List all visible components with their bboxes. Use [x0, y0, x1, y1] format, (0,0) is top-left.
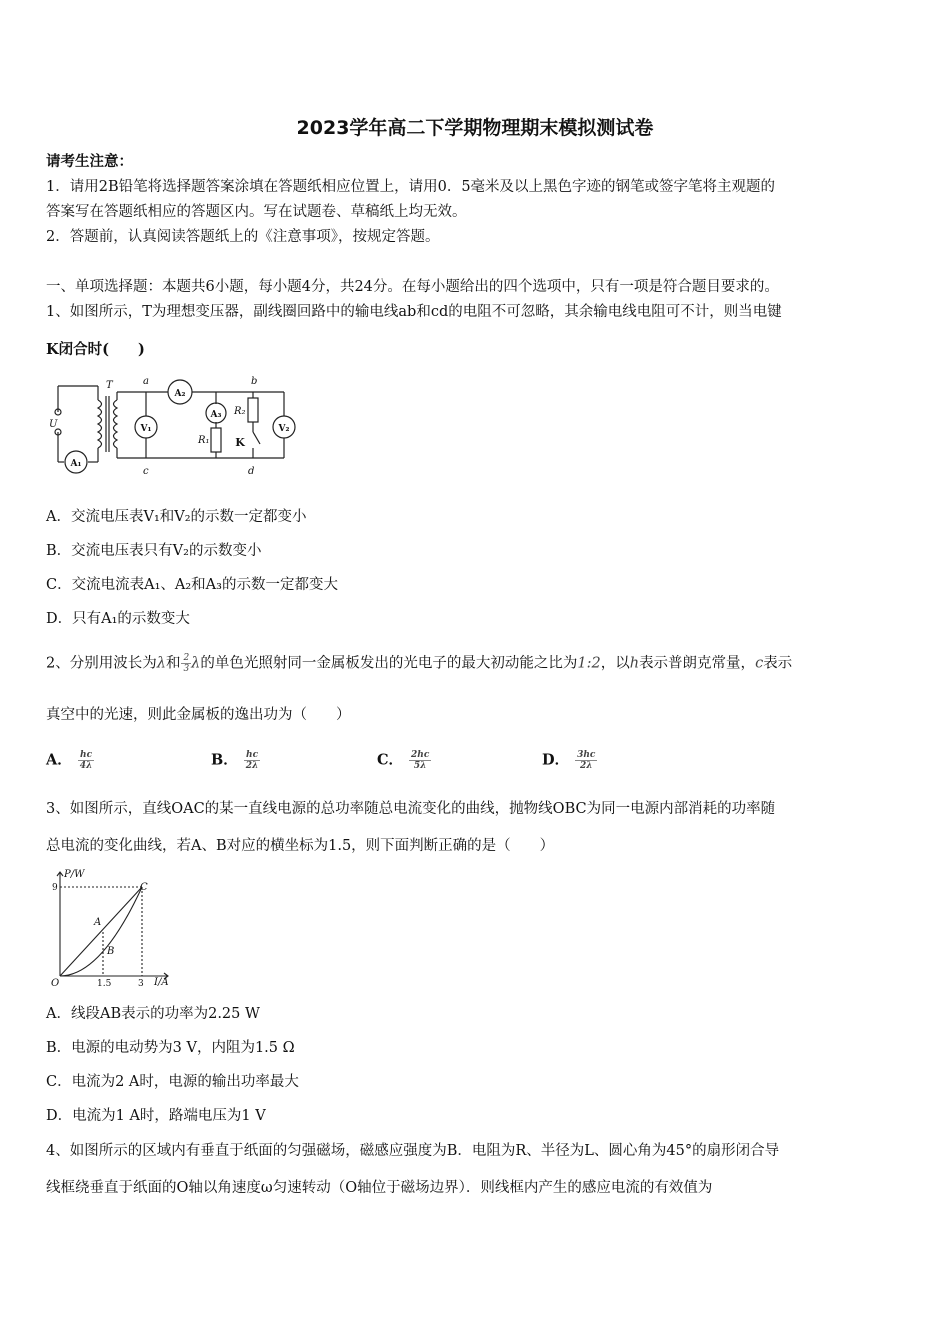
q3-stem-line1: 3、如图所示，直线OAC的某一直线电源的总功率随总电流变化的曲线，抛物线OBC为同一电源内部消耗的功率随 — [46, 801, 776, 817]
q1-option-a: A．交流电压表V₁和V₂的示数一定都变小 — [46, 509, 307, 525]
q2-option-b-frac — [244, 750, 261, 771]
q2-option-a — [46, 750, 94, 771]
notice-item1-line2: 答案写在答题纸相应的答题区内。写在试题卷、草稿纸上均无效。 — [46, 204, 467, 220]
label-R1: R₁ — [198, 435, 210, 446]
q2-option-b — [211, 750, 260, 771]
graph-origin-label: O — [51, 978, 60, 988]
q2-option-a-frac — [78, 750, 95, 771]
label-a: a — [143, 376, 149, 387]
q2-frac-den: 3 — [183, 664, 190, 674]
q2-fraction — [181, 653, 191, 674]
q3-option-c: C．电流为2 A时，电源的输出功率最大 — [46, 1074, 299, 1090]
q3-power-graph — [46, 868, 176, 988]
label-c: c — [143, 466, 149, 477]
q4-stem-line1: 4、如图所示的区域内有垂直于纸面的匀强磁场，磁感应强度为B．电阻为R、半径为L、圆心角为45°的扇形闭合导 — [46, 1143, 780, 1159]
meter-A1: A₁ — [70, 459, 82, 469]
q2-option-c-label: C． — [377, 751, 404, 769]
q2-lambda: λ — [156, 655, 166, 672]
meter-V1: V₁ — [140, 424, 152, 434]
q4-stem-line2: 线框绕垂直于纸面的O轴以角速度ω匀速转动（O轴位于磁场边界）．则线框内产生的感应电流的有效值为 — [46, 1180, 713, 1196]
q2-c: c — [755, 655, 764, 672]
q2-lambda-2: λ — [191, 655, 201, 672]
q2-option-b-den: 2λ — [245, 761, 259, 771]
q2-frac-num: 2 — [183, 653, 190, 663]
q3-option-b: B．电源的电动势为3 V，内阻为1.5 Ω — [46, 1040, 295, 1056]
q2-option-d-label: D． — [542, 751, 570, 769]
q2-part3: ，以 — [600, 655, 630, 672]
q2-option-a-label: A． — [46, 751, 72, 769]
notice-heading: 请考生注意： — [46, 153, 133, 170]
q1-option-c: C．交流电流表A₁、A₂和A₃的示数一定都变大 — [46, 577, 338, 593]
label-b: b — [251, 376, 258, 387]
graph-y-axis-label: P/W — [64, 869, 85, 880]
label-U: U — [49, 419, 58, 430]
q1-option-d: D．只有A₁的示数变大 — [46, 611, 190, 627]
q2-and: 和 — [165, 655, 181, 672]
q1-stem-line2: K闭合时( ) — [46, 341, 145, 358]
graph-point-b: B — [107, 946, 115, 957]
q2-ratio: 1:2 — [577, 655, 601, 672]
meter-A3: A₃ — [210, 410, 222, 420]
q1-option-b: B．交流电压表只有V₂的示数变小 — [46, 543, 262, 559]
q3-stem-line2: 总电流的变化曲线，若A、B对应的横坐标为1.5，则下面判断正确的是（ ） — [46, 838, 555, 854]
q2-option-c — [377, 750, 431, 771]
q2-option-d-frac — [575, 750, 597, 771]
graph-y-tick-9: 9 — [52, 883, 58, 893]
section1-header: 一、单项选择题：本题共6小题，每小题4分，共24分。在每小题给出的四个选项中，只有一项是符合题目要求的。 — [46, 279, 779, 295]
q2-part4: 表示普朗克常量， — [639, 655, 756, 672]
q2-option-c-num: 2hc — [411, 750, 430, 760]
graph-point-a: A — [94, 917, 102, 928]
q2-option-d-num: 3hc — [577, 750, 596, 760]
q2-part2: 的单色光照射同一金属板发出的光电子的最大初动能之比为 — [200, 655, 578, 672]
meter-V2: V₂ — [278, 424, 290, 434]
q1-circuit-diagram — [46, 372, 306, 478]
q2-option-d-den: 2λ — [579, 761, 593, 771]
q2-stem-line2: 真空中的光速，则此金属板的逸出功为（ ） — [46, 707, 351, 723]
q2-option-b-label: B． — [211, 751, 238, 769]
q2-option-b-num: hc — [244, 750, 261, 761]
graph-x-tick-3: 3 — [138, 979, 144, 988]
graph-point-c: C — [140, 882, 148, 893]
q3-option-a: A．线段AB表示的功率为2.25 W — [46, 1006, 260, 1022]
q3-option-d: D．电流为1 A时，路端电压为1 V — [46, 1108, 266, 1124]
label-K: K — [235, 436, 245, 449]
page-title: 2023学年高二下学期物理期末模拟测试卷 — [296, 117, 654, 139]
q2-option-a-den: 4λ — [79, 761, 93, 771]
q2-option-c-frac — [409, 750, 431, 771]
meter-A2: A₂ — [174, 389, 186, 399]
q2-part5: 表示 — [763, 655, 793, 672]
label-T: T — [106, 380, 113, 391]
q2-option-c-den: 5λ — [413, 761, 427, 771]
q2-option-d — [542, 750, 597, 771]
graph-x-tick-1-5: 1.5 — [97, 979, 112, 988]
notice-item1-line1: 1．请用2B铅笔将选择题答案涂填在答题纸相应位置上，请用0．5毫米及以上黑色字迹的钢笔或签字笔将主观题的 — [46, 179, 776, 195]
label-R2: R₂ — [234, 406, 246, 417]
q2-stem-line1 — [46, 653, 792, 674]
label-d: d — [248, 466, 255, 477]
q2-h: h — [629, 655, 640, 672]
graph-x-axis-label: I/A — [154, 977, 169, 988]
q1-stem-line1: 1、如图所示，T为理想变压器，副线圈回路中的输电线ab和cd的电阻不可忽略，其余输电线电阻可不计，则当电键 — [46, 304, 782, 320]
q2-option-a-num: hc — [78, 750, 95, 761]
notice-item2: 2．答题前，认真阅读答题纸上的《注意事项》，按规定答题。 — [46, 229, 440, 245]
q2-part1: 2、分别用波长为 — [46, 655, 157, 672]
